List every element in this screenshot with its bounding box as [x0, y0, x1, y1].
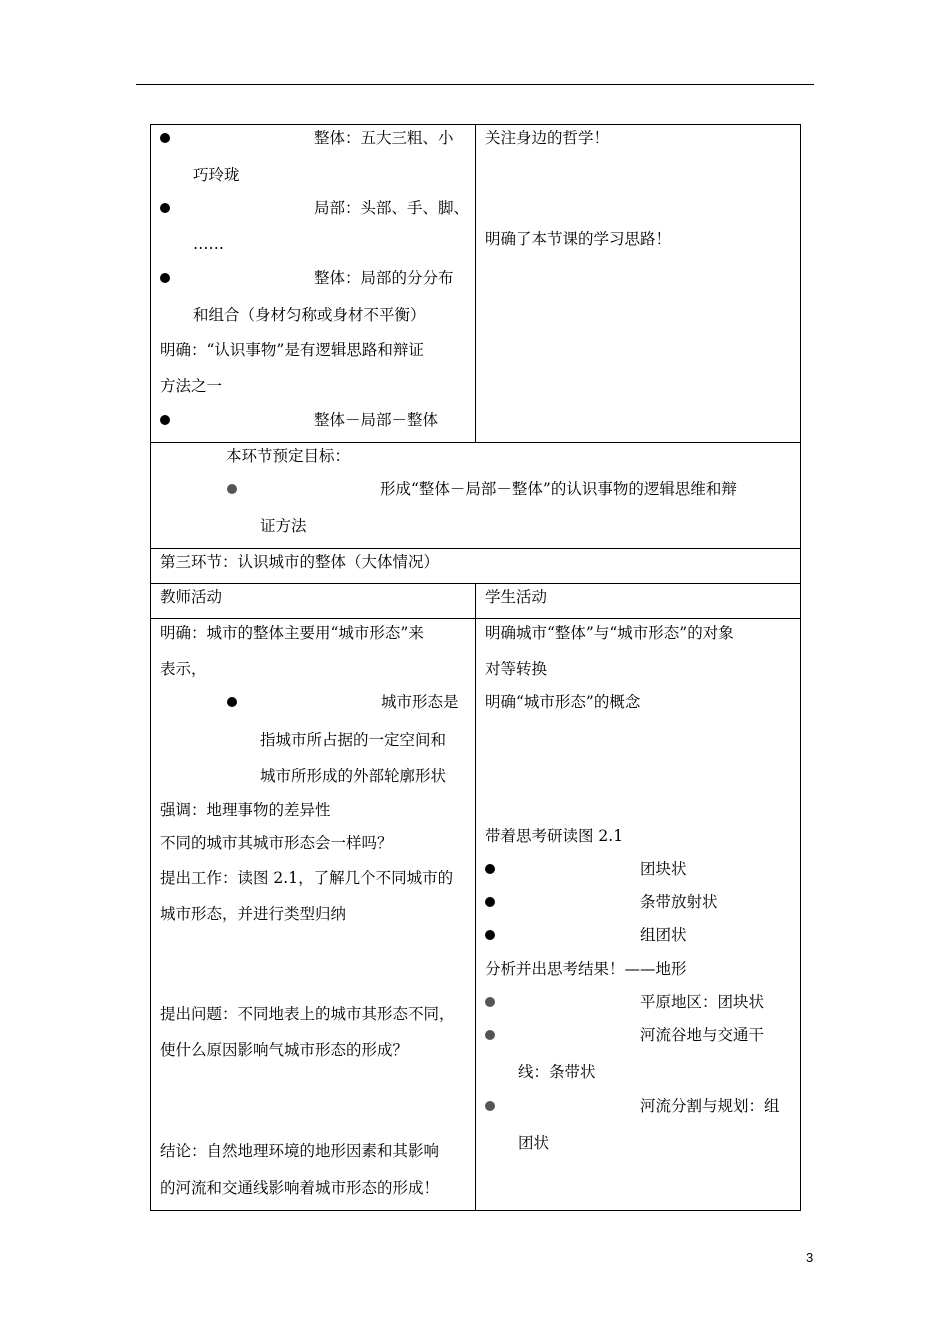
- student-s1-line2: 对等转换: [485, 660, 548, 678]
- teacher-p1-line1: 明确：城市的整体主要用“城市形态”来: [160, 624, 424, 642]
- whole-bullet-line2: 巧玲珑: [193, 166, 240, 184]
- type-group: 组团状: [640, 926, 687, 944]
- bullet-icon: [160, 133, 170, 143]
- city-form-def-line2: 指城市所占据的一定空间和: [260, 731, 447, 749]
- student-s1-line1: 明确城市“整体”与“城市形态”的对象: [485, 624, 734, 642]
- goal-item-line2: 证方法: [260, 517, 307, 535]
- city-form-def-line3: 城市所形成的外部轮廓形状: [260, 767, 447, 785]
- row1-right-cell: [475, 124, 801, 443]
- learning-path-note: 明确了本节课的学习思路！: [485, 230, 672, 248]
- bullet-icon: [485, 1101, 495, 1111]
- bullet-icon: [227, 484, 237, 494]
- teacher-question1: 不同的城市其城市形态会一样吗？: [160, 834, 393, 852]
- teacher-question2-line1: 提出问题：不同地表上的城市其形态不同，: [160, 1005, 455, 1023]
- bullet-icon: [160, 273, 170, 283]
- part-bullet-line2: ……: [193, 235, 224, 253]
- teacher-header: 教师活动: [160, 588, 223, 606]
- goal-title: 本环节预定目标：: [226, 447, 351, 465]
- page-number: 3: [806, 1250, 814, 1265]
- teacher-question2-line2: 使什么原因影响气城市形态的形成？: [160, 1041, 409, 1059]
- whole-dist-line1: 整体：局部的分分布: [314, 269, 454, 287]
- result-plain: 平原地区：团块状: [640, 993, 765, 1011]
- teacher-task-line2: 城市形态，并进行类型归纳: [160, 905, 347, 923]
- philosophy-note: 关注身边的哲学！: [485, 129, 610, 147]
- teacher-p1-line2: 表示，: [160, 660, 207, 678]
- teacher-conclusion-line1: 结论：自然地理环境的地形因素和其影响: [160, 1142, 440, 1160]
- goal-item-line1: 形成“整体－局部－整体”的认识事物的逻辑思维和辩: [380, 480, 737, 498]
- bullet-icon: [485, 930, 495, 940]
- teacher-conclusion-line2: 的河流和交通线影响着城市形态的形成！: [160, 1179, 440, 1197]
- student-header: 学生活动: [485, 588, 548, 606]
- type-strip-radial: 条带放射状: [640, 893, 718, 911]
- bullet-icon: [485, 897, 495, 907]
- bullet-icon: [227, 697, 237, 707]
- bullet-icon: [485, 864, 495, 874]
- student-s3: 带着思考研读图 2.1: [485, 827, 624, 845]
- student-s2: 明确“城市形态”的概念: [485, 693, 641, 711]
- result-valley-line2: 线：条带状: [518, 1063, 596, 1081]
- result-river-line2: 团状: [518, 1134, 550, 1152]
- student-analysis: 分析并出思考结果！——地形: [485, 960, 687, 978]
- whole-dist-line2: 和组合（身材匀称或身材不平衡）: [193, 306, 426, 324]
- result-valley-line1: 河流谷地与交通干: [640, 1026, 765, 1044]
- teacher-task-line1: 提出工作：读图 2.1，了解几个不同城市的: [160, 869, 454, 887]
- part-bullet-line1: 局部：头部、手、脚、: [314, 199, 470, 217]
- bullet-icon: [485, 1030, 495, 1040]
- teacher-emphasis: 强调：地理事物的差异性: [160, 801, 331, 819]
- header-rule: [136, 84, 814, 85]
- whole-part-whole: 整体－局部－整体: [314, 411, 439, 429]
- whole-bullet-line1: 整体：五大三粗、小: [314, 129, 454, 147]
- section3-title: 第三环节：认识城市的整体（大体情况）: [160, 553, 440, 571]
- bullet-icon: [160, 415, 170, 425]
- clarify-line2: 方法之一: [160, 377, 223, 395]
- clarify-line1: 明确：“认识事物”是有逻辑思路和辩证: [160, 341, 424, 359]
- result-river-line1: 河流分割与规划：组: [640, 1097, 780, 1115]
- bullet-icon: [485, 997, 495, 1007]
- city-form-def-line1: 城市形态是: [381, 693, 459, 711]
- type-cluster: 团块状: [640, 860, 687, 878]
- bullet-icon: [160, 203, 170, 213]
